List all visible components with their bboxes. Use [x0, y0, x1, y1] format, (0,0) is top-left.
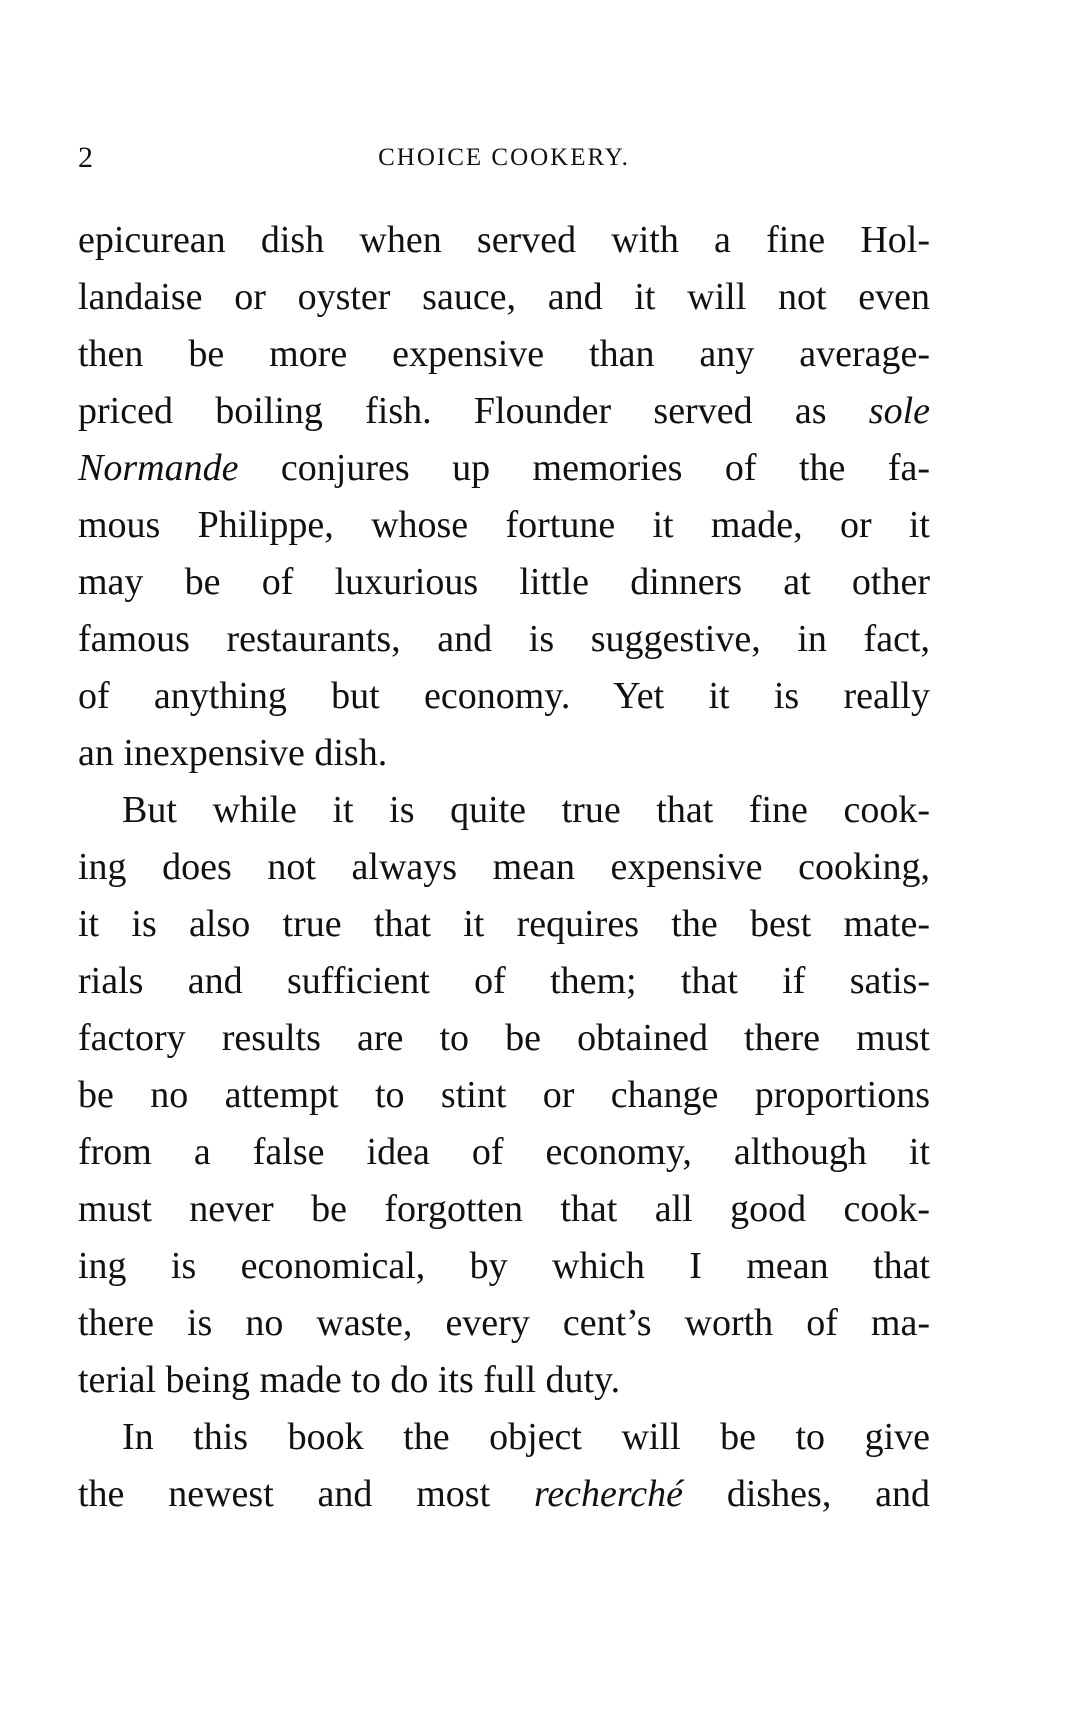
page-header — [78, 138, 930, 178]
text-segment: factory results are to be obtained there must — [78, 1017, 930, 1059]
body-text — [78, 212, 930, 1523]
text-segment: landaise or oyster sauce, and it will not even — [78, 276, 930, 318]
text-line — [78, 326, 930, 383]
text-line — [78, 1238, 930, 1295]
text-segment: it is also true that it requires the best mate- — [78, 903, 930, 945]
text-segment: priced boiling fish. Flounder served as — [78, 390, 869, 432]
text-segment: ing is economical, by which I mean that — [78, 1245, 930, 1287]
text-line — [78, 1295, 930, 1352]
italic-text: recherché — [533, 1473, 684, 1515]
text-segment: famous restaurants, and is suggestive, in fact, — [78, 618, 930, 660]
text-line — [78, 383, 930, 440]
text-line — [78, 440, 930, 497]
paragraph — [78, 782, 930, 1409]
page-number: 2 — [78, 141, 93, 174]
text-segment: ing does not always mean expensive cooking, — [78, 846, 930, 888]
paragraph — [78, 212, 930, 782]
text-segment: may be of luxurious little dinners at other — [78, 561, 930, 603]
text-segment: of anything but economy. Yet it is really — [78, 675, 930, 717]
text-line — [78, 668, 930, 725]
text-line — [78, 782, 930, 839]
text-segment: epicurean dish when served with a fine Hol- — [78, 219, 930, 261]
italic-text: sole — [868, 390, 930, 432]
text-line — [78, 1010, 930, 1067]
text-line — [78, 554, 930, 611]
running-head: CHOICE COOKERY. — [378, 144, 630, 171]
text-line — [78, 269, 930, 326]
text-segment: must never be forgotten that all good cook- — [78, 1188, 930, 1230]
text-line — [78, 953, 930, 1010]
text-segment: from a false idea of economy, although it — [78, 1131, 930, 1173]
text-segment: terial being made to do its full duty. — [78, 1359, 621, 1401]
text-segment: In this book the object will be to give — [122, 1416, 930, 1458]
text-segment: the newest and most — [78, 1473, 534, 1515]
text-segment: mous Philippe, whose fortune it made, or it — [78, 504, 930, 546]
text-segment: there is no waste, every cent’s worth of ma- — [78, 1302, 930, 1344]
text-segment: then be more expensive than any average- — [78, 333, 930, 375]
text-line — [78, 497, 930, 554]
text-line — [78, 896, 930, 953]
text-line — [78, 1181, 930, 1238]
text-line — [78, 839, 930, 896]
text-line — [78, 725, 930, 782]
text-segment: be no attempt to stint or change proportions — [78, 1074, 930, 1116]
paragraph — [78, 1409, 930, 1523]
text-segment: rials and sufficient of them; that if satis- — [78, 960, 930, 1002]
text-line — [78, 1466, 930, 1523]
text-line — [78, 212, 930, 269]
text-segment: But while it is quite true that fine cook- — [122, 789, 930, 831]
text-segment: an inexpensive dish. — [78, 732, 388, 774]
text-segment: conjures up memories of the fa- — [238, 447, 930, 489]
text-segment: dishes, and — [683, 1473, 931, 1515]
text-line — [78, 611, 930, 668]
italic-text: Normande — [78, 447, 239, 489]
text-line — [78, 1067, 930, 1124]
text-line — [78, 1124, 930, 1181]
text-line — [78, 1352, 930, 1409]
text-line — [78, 1409, 930, 1466]
